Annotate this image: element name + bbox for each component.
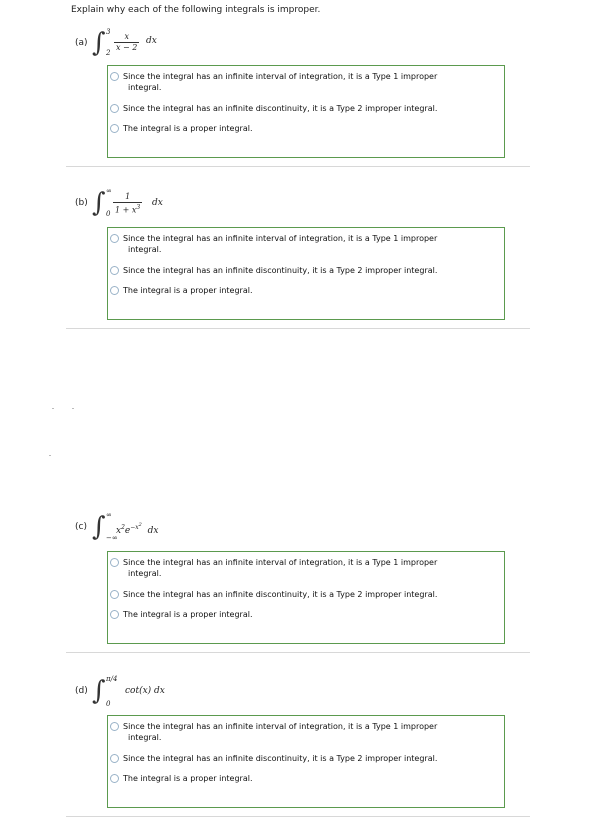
speck: [49, 455, 51, 456]
option-proper[interactable]: The integral is a proper integral.: [110, 609, 494, 621]
option-type1[interactable]: Since the integral has an infinite interval of integration, it is a Type 1 improper integral.: [110, 721, 494, 745]
lower-limit: 0: [106, 210, 111, 218]
integrand: $x^2e^{-x^2}$ dx: [116, 522, 159, 536]
integral-sign-icon: ∫: [92, 512, 106, 542]
integral-sign-icon: ∫: [92, 28, 106, 58]
part-b-label: (b): [75, 198, 88, 208]
speck: [52, 408, 54, 409]
radio-button[interactable]: [110, 754, 119, 763]
differential: dx: [152, 198, 163, 208]
upper-limit: 3: [106, 28, 111, 36]
option-type2[interactable]: Since the integral has an infinite discontinuity, it is a Type 2 improper integral.: [110, 265, 494, 277]
part-d-label: (d): [75, 686, 88, 696]
part-a-label: (a): [75, 38, 88, 48]
upper-limit: π/4: [106, 675, 118, 683]
divider: [66, 166, 530, 167]
option-proper[interactable]: The integral is a proper integral.: [110, 123, 494, 135]
lower-limit: 0: [106, 700, 111, 708]
integrand-fraction: [114, 32, 139, 53]
integrand: cot(x) dx: [125, 686, 165, 696]
integral-sign-icon: ∫: [92, 188, 106, 218]
option-proper[interactable]: The integral is a proper integral.: [110, 285, 494, 297]
option-type2[interactable]: Since the integral has an infinite discontinuity, it is a Type 2 improper integral.: [110, 103, 494, 115]
denominator: $1 + x^3$: [115, 204, 141, 215]
part-a-options-box: [107, 65, 505, 158]
lower-limit: −∞: [106, 534, 118, 542]
divider: [66, 816, 530, 817]
differential: dx: [146, 36, 157, 46]
radio-button[interactable]: [110, 72, 119, 81]
divider: [66, 652, 530, 653]
option-type1[interactable]: Since the integral has an infinite interval of integration, it is a Type 1 improper integral.: [110, 233, 494, 257]
radio-button[interactable]: [110, 722, 119, 731]
option-type2[interactable]: Since the integral has an infinite discontinuity, it is a Type 2 improper integral.: [110, 589, 494, 601]
speck: [72, 408, 74, 409]
part-c-label: (c): [75, 522, 87, 532]
radio-button[interactable]: [110, 610, 119, 619]
upper-limit: ∞: [106, 511, 112, 519]
radio-button[interactable]: [110, 266, 119, 275]
radio-button[interactable]: [110, 774, 119, 783]
numerator: x: [114, 32, 139, 43]
part-b-integral: [92, 186, 182, 222]
divider: [66, 328, 530, 329]
upper-limit: ∞: [106, 187, 112, 195]
radio-button[interactable]: [110, 104, 119, 113]
integral-sign-icon: ∫: [92, 676, 106, 706]
radio-button[interactable]: [110, 234, 119, 243]
numerator: 1: [113, 192, 142, 203]
integrand-fraction: [113, 192, 142, 216]
part-c-integral: [92, 510, 192, 546]
part-c-options-box: [107, 551, 505, 644]
part-d-options-box: [107, 715, 505, 808]
radio-button[interactable]: [110, 558, 119, 567]
part-d-integral: [92, 674, 192, 710]
option-type1[interactable]: Since the integral has an infinite interval of integration, it is a Type 1 improper integral.: [110, 557, 494, 581]
denominator: x − 2: [116, 43, 138, 52]
lower-limit: 2: [106, 49, 111, 57]
option-type1[interactable]: Since the integral has an infinite interval of integration, it is a Type 1 improper integral.: [110, 71, 494, 95]
radio-button[interactable]: [110, 286, 119, 295]
radio-button[interactable]: [110, 590, 119, 599]
radio-button[interactable]: [110, 124, 119, 133]
part-b-options-box: [107, 227, 505, 320]
part-a-integral: [92, 28, 172, 62]
option-proper[interactable]: The integral is a proper integral.: [110, 773, 494, 785]
option-type2[interactable]: Since the integral has an infinite discontinuity, it is a Type 2 improper integral.: [110, 753, 494, 765]
question-prompt: Explain why each of the following integrals is improper.: [71, 5, 321, 15]
